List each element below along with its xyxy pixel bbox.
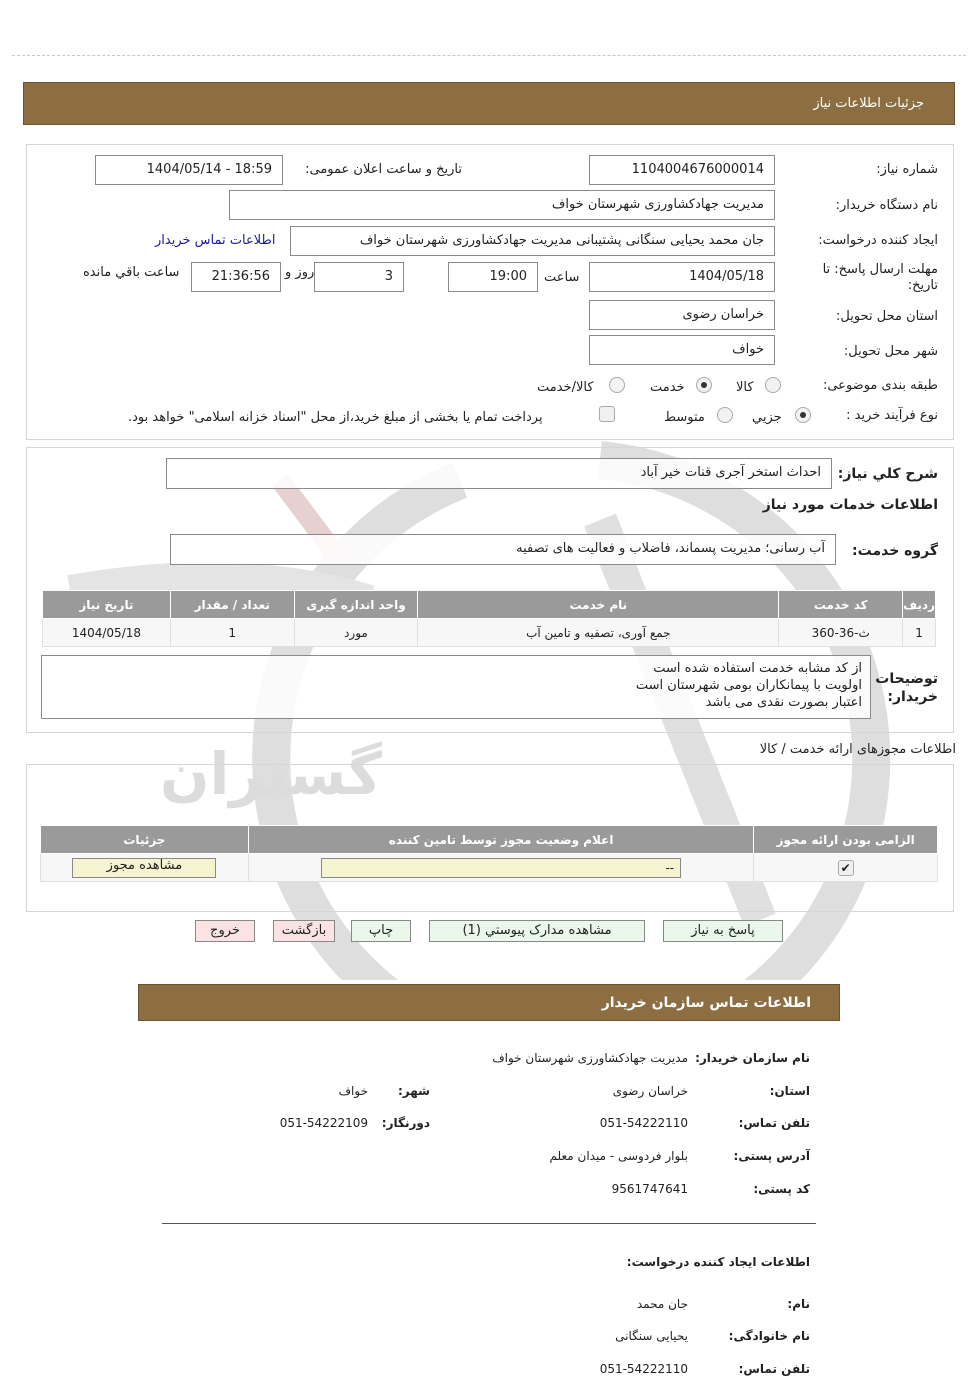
permit-details-cell [41, 854, 249, 882]
category-both-radio[interactable] [609, 377, 625, 393]
contact-address-label: آدرس پستی: [733, 1149, 810, 1163]
contact-phone-label: تلفن تماس: [738, 1116, 810, 1130]
table-row [43, 619, 936, 647]
category-goods-radio[interactable] [765, 377, 781, 393]
purchase-medium-label: متوسط [664, 410, 705, 425]
creator-phone-label: تلفن تماس: [738, 1362, 810, 1376]
table-row [41, 854, 938, 882]
days-field: 3 [314, 262, 404, 292]
back-button[interactable]: بازگشت [273, 920, 335, 942]
cell-row-no: 1 [903, 619, 936, 647]
creator-family-value: یحیایی سنگانی [615, 1329, 688, 1343]
cell-unit: مورد [294, 619, 418, 647]
buyer-note-line: اعتبار بصورت نقدی می باشد [705, 695, 862, 710]
permit-status-cell [248, 854, 754, 882]
watermark-text: گستران [160, 740, 382, 808]
remaining-field: 21:36:56 [191, 262, 281, 292]
purchase-partial-label: جزیي [752, 410, 782, 425]
buyer-org-field: مدیریت جهادکشاورزی شهرستان خواف [229, 190, 775, 220]
page-title: جزئیات اطلاعات نیاز [813, 96, 924, 111]
cell-need-date: 1404/05/18 [43, 619, 171, 647]
permit-required-cell [754, 854, 938, 882]
announce-label: تاریخ و ساعت اعلان عمومی: [305, 162, 462, 177]
purchase-partial-radio[interactable] [795, 407, 811, 423]
creator-info-title: اطلاعات ایجاد کننده درخواست: [626, 1255, 810, 1269]
buyer-contact-link[interactable]: اطلاعات تماس خریدار [155, 233, 276, 248]
col-header-permit-status: اعلام وضعیت مجوز توسط تامین کننده [248, 826, 754, 854]
permits-table [40, 825, 938, 882]
contact-postal-value: 9561747641 [611, 1182, 688, 1196]
deadline-time-label: ساعت [544, 270, 580, 285]
province-label: استان محل تحویل: [836, 309, 938, 324]
service-group-field: آب رسانی؛ مدیریت پسماند، فاضلاب و فعالیت های تصفیه [170, 534, 836, 565]
reply-button[interactable]: پاسخ به نیاز [663, 920, 783, 942]
treasury-payment-note: پرداخت تمام یا بخشی از مبلغ خرید،از محل "اسناد خزانه اسلامی" خواهد بود. [128, 410, 543, 425]
print-button[interactable]: چاپ [351, 920, 411, 942]
deadline-date-field: 1404/05/18 [589, 262, 775, 292]
contact-province-label: استان: [769, 1084, 810, 1098]
col-header-service-code: کد خدمت [779, 591, 903, 619]
buyer-note-line: اولویت با پیمانکاران بومی شهرستان است [635, 678, 862, 693]
col-header-need-date: تاریخ نیاز [43, 591, 171, 619]
need-number-field: 1104004676000014 [589, 155, 775, 185]
buyer-notes-label-2: خریدار: [887, 689, 938, 705]
category-label: طبقه بندی موضوعی: [822, 378, 938, 393]
contact-header [138, 984, 840, 1021]
contact-postal-label: کد پستی: [753, 1182, 810, 1196]
creator-label: ایجاد کننده درخواست: [818, 233, 938, 248]
buyer-org-label: نام دستگاه خریدار: [835, 198, 938, 213]
creator-field: جان محمد یحیایی سنگانی پشتیبانی مدیریت جهادکشاورزی شهرستان خواف [290, 226, 775, 256]
services-table-header [43, 591, 936, 619]
col-header-permit-required: الزامی بودن ارائه مجوز [754, 826, 938, 854]
deadline-label: مهلت ارسال پاسخ: تا [822, 262, 938, 277]
view-permit-button[interactable]: مشاهده مجوز [72, 858, 216, 878]
col-header-unit: واحد اندازه گیری [294, 591, 418, 619]
creator-name-label: نام: [787, 1297, 810, 1311]
exit-button[interactable]: خروج [195, 920, 255, 942]
category-goods-label: کالا [736, 380, 754, 395]
treasury-payment-checkbox[interactable] [599, 406, 615, 422]
permits-title: اطلاعات مجوزهای ارائه خدمت / کالا [759, 742, 956, 757]
permits-table-header [41, 826, 938, 854]
col-header-service-name: نام خدمت [418, 591, 779, 619]
category-both-label: کالا/خدمت [537, 380, 594, 395]
top-divider [12, 55, 966, 56]
buyer-notes-field [41, 655, 871, 719]
general-desc-field: احداث استخر آجری قنات خیر آباد [166, 458, 832, 489]
announce-field: 1404/05/14 - 18:59 [95, 155, 283, 185]
service-group-label: گروه خدمت: [852, 543, 938, 559]
col-header-details: جزئیات [41, 826, 249, 854]
contact-org-label: نام سازمان خریدار: [695, 1051, 810, 1065]
buyer-note-line: از کد مشابه خدمت استفاده شده است [653, 661, 862, 676]
view-attachments-button[interactable]: مشاهده مدارک پیوستي (1) [429, 920, 645, 942]
city-label: شهر محل تحویل: [843, 344, 938, 359]
contact-divider [162, 1223, 816, 1224]
general-desc-label: شرح کلي نیاز: [837, 466, 938, 482]
permit-status-field[interactable]: -- [321, 858, 681, 878]
deadline-label-2: تاریخ: [907, 278, 938, 293]
contact-fax-value: 051-54222109 [279, 1116, 368, 1130]
category-service-label: خدمت [650, 380, 685, 395]
page-header [23, 82, 955, 125]
cell-quantity: 1 [170, 619, 294, 647]
purchase-medium-radio[interactable] [717, 407, 733, 423]
need-number-label: شماره نیاز: [876, 162, 938, 177]
cell-service-name: جمع آوری، تصفیه و تامین آب [418, 619, 779, 647]
remaining-label: ساعت باقي مانده [83, 265, 180, 280]
buyer-notes-label: توضیحات [875, 671, 938, 687]
creator-phone-value: 051-54222110 [599, 1362, 688, 1376]
category-service-radio[interactable] [696, 377, 712, 393]
province-field: خراسان رضوی [589, 300, 775, 330]
contact-org-value: مدیریت جهادکشاورزی شهرستان خواف [492, 1051, 688, 1065]
creator-family-label: نام خانوادگی: [728, 1329, 810, 1343]
creator-name-value: جان محمد [636, 1297, 688, 1311]
purchase-type-label: نوع فرآیند خرید : [846, 408, 938, 423]
contact-address-value: بلوار فردوسی - میدان معلم [549, 1149, 688, 1163]
services-info-title: اطلاعات خدمات مورد نیاز [762, 497, 938, 513]
deadline-time-field: 19:00 [448, 262, 538, 292]
need-details-panel [26, 144, 954, 440]
col-header-quantity: تعداد / مقدار [170, 591, 294, 619]
cell-service-code: ث-36-360 [779, 619, 903, 647]
services-table [42, 590, 936, 647]
contact-phone-value: 051-54222110 [599, 1116, 688, 1130]
city-field: خواف [589, 335, 775, 365]
contact-city-value: خواف [338, 1084, 368, 1098]
col-header-row-no: ردیف [903, 591, 936, 619]
contact-city-label: شهر: [398, 1084, 430, 1098]
days-label: روز و [285, 265, 315, 280]
permit-required-checkbox[interactable]: ✔ [838, 860, 854, 876]
contact-title: اطلاعات تماس سازمان خریدار [601, 995, 811, 1011]
contact-province-value: خراسان رضوی [612, 1084, 688, 1098]
contact-fax-label: دورنگار: [381, 1116, 430, 1130]
